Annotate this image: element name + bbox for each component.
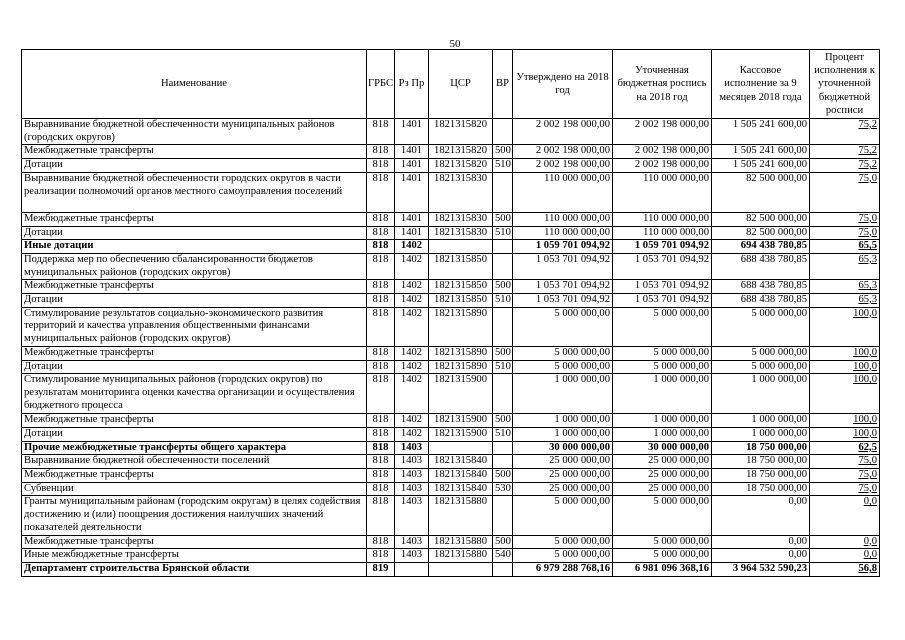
cell-rzpr: 1401 xyxy=(395,226,429,240)
cell-clarified: 5 000 000,00 xyxy=(613,346,712,360)
cell-cash: 18 750 000,00 xyxy=(712,455,810,469)
cell-csr: 1821315840 xyxy=(429,469,493,483)
cell-rzpr: 1403 xyxy=(395,469,429,483)
cell-rzpr: 1401 xyxy=(395,119,429,145)
cell-approved: 110 000 000,00 xyxy=(513,212,613,226)
cell-csr: 1821315890 xyxy=(429,307,493,346)
cell-approved: 1 053 701 094,92 xyxy=(513,253,613,279)
cell-cash: 688 438 780,85 xyxy=(712,294,810,308)
cell-approved: 5 000 000,00 xyxy=(513,360,613,374)
header-clarified: Уточненная бюджетная роспись на 2018 год xyxy=(613,50,712,119)
cell-rzpr: 1403 xyxy=(395,496,429,535)
cell-csr: 1821315900 xyxy=(429,374,493,414)
cell-clarified: 110 000 000,00 xyxy=(613,212,712,226)
header-name: Наименование xyxy=(22,50,367,119)
cell-rzpr: 1402 xyxy=(395,253,429,279)
cell-vr xyxy=(493,496,513,535)
cell-clarified: 5 000 000,00 xyxy=(613,535,712,549)
cell-rzpr: 1402 xyxy=(395,307,429,346)
cell-approved: 25 000 000,00 xyxy=(513,482,613,496)
cell-clarified: 5 000 000,00 xyxy=(613,307,712,346)
cell-cash: 5 000 000,00 xyxy=(712,360,810,374)
cell-name: Межбюджетные трансферты xyxy=(22,346,367,360)
table-row xyxy=(22,145,880,159)
cell-percent: 100,0 xyxy=(810,414,880,428)
cell-percent: 65,3 xyxy=(810,253,880,279)
cell-clarified: 6 981 096 368,16 xyxy=(613,562,712,576)
cell-clarified: 1 000 000,00 xyxy=(613,427,712,441)
cell-approved: 1 053 701 094,92 xyxy=(513,280,613,294)
cell-percent: 75,2 xyxy=(810,159,880,173)
cell-percent: 100,0 xyxy=(810,427,880,441)
cell-approved: 6 979 288 768,16 xyxy=(513,562,613,576)
header-cash: Кассовое исполнение за 9 месяцев 2018 года xyxy=(712,50,810,119)
header-approved: Утверждено на 2018 год xyxy=(513,50,613,119)
cell-name: Дотации xyxy=(22,294,367,308)
header-percent: Процент исполнения к уточненной бюджетной росписи xyxy=(810,50,880,119)
cell-name: Межбюджетные трансферты xyxy=(22,212,367,226)
budget-table xyxy=(21,49,880,577)
cell-vr: 540 xyxy=(493,549,513,563)
table-body xyxy=(22,119,880,577)
cell-cash: 82 500 000,00 xyxy=(712,212,810,226)
cell-vr xyxy=(493,307,513,346)
cell-csr: 1821315830 xyxy=(429,212,493,226)
cell-cash: 0,00 xyxy=(712,535,810,549)
cell-clarified: 2 002 198 000,00 xyxy=(613,145,712,159)
cell-name: Выравнивание бюджетной обеспеченности поселений xyxy=(22,455,367,469)
table-row xyxy=(22,469,880,483)
cell-csr: 1821315840 xyxy=(429,455,493,469)
cell-vr: 510 xyxy=(493,226,513,240)
cell-name: Стимулирование муниципальных районов (городских округов) по результатам мониторинга оценки качества организации и осуществления бюджетного процесса xyxy=(22,374,367,414)
table-row xyxy=(22,562,880,576)
cell-vr: 510 xyxy=(493,159,513,173)
cell-approved: 30 000 000,00 xyxy=(513,441,613,455)
cell-rzpr: 1402 xyxy=(395,294,429,308)
cell-percent: 65,5 xyxy=(810,240,880,254)
cell-name: Межбюджетные трансферты xyxy=(22,469,367,483)
cell-name: Департамент строительства Брянской области xyxy=(22,562,367,576)
cell-name: Межбюджетные трансферты xyxy=(22,414,367,428)
cell-csr: 1821315820 xyxy=(429,159,493,173)
cell-approved: 5 000 000,00 xyxy=(513,496,613,535)
cell-cash: 1 505 241 600,00 xyxy=(712,159,810,173)
cell-clarified: 5 000 000,00 xyxy=(613,549,712,563)
cell-csr: 1821315900 xyxy=(429,414,493,428)
cell-percent: 0,0 xyxy=(810,535,880,549)
cell-approved: 2 002 198 000,00 xyxy=(513,119,613,145)
cell-cash: 18 750 000,00 xyxy=(712,482,810,496)
cell-clarified: 30 000 000,00 xyxy=(613,441,712,455)
cell-percent: 75,0 xyxy=(810,469,880,483)
table-row xyxy=(22,240,880,254)
cell-cash: 0,00 xyxy=(712,549,810,563)
cell-percent: 75,2 xyxy=(810,145,880,159)
table-row xyxy=(22,280,880,294)
cell-approved: 5 000 000,00 xyxy=(513,535,613,549)
page-number: 50 xyxy=(449,38,461,50)
cell-rzpr: 1402 xyxy=(395,414,429,428)
cell-vr: 500 xyxy=(493,145,513,159)
cell-csr xyxy=(429,240,493,254)
cell-percent: 75,2 xyxy=(810,119,880,145)
cell-vr: 530 xyxy=(493,482,513,496)
cell-rzpr: 1401 xyxy=(395,172,429,212)
header-vr: ВР xyxy=(493,50,513,119)
table-row xyxy=(22,294,880,308)
cell-name: Иные межбюджетные трансферты xyxy=(22,549,367,563)
cell-cash: 1 505 241 600,00 xyxy=(712,119,810,145)
cell-name: Выравнивание бюджетной обеспеченности городских округов в части реализации полномочий органов местного самоуправления поселений xyxy=(22,172,367,212)
cell-grbs: 818 xyxy=(367,469,395,483)
cell-name: Выравнивание бюджетной обеспеченности муниципальных районов (городских округов) xyxy=(22,119,367,145)
table-row xyxy=(22,374,880,414)
cell-approved: 1 053 701 094,92 xyxy=(513,294,613,308)
table-row xyxy=(22,226,880,240)
cell-cash: 688 438 780,85 xyxy=(712,253,810,279)
cell-grbs: 818 xyxy=(367,482,395,496)
cell-vr xyxy=(493,441,513,455)
cell-csr: 1821315880 xyxy=(429,496,493,535)
cell-grbs: 819 xyxy=(367,562,395,576)
cell-rzpr: 1401 xyxy=(395,212,429,226)
table-row xyxy=(22,253,880,279)
cell-grbs: 818 xyxy=(367,549,395,563)
cell-percent: 0,0 xyxy=(810,496,880,535)
cell-rzpr: 1401 xyxy=(395,145,429,159)
cell-cash: 1 000 000,00 xyxy=(712,374,810,414)
cell-cash: 0,00 xyxy=(712,496,810,535)
cell-grbs: 818 xyxy=(367,360,395,374)
cell-approved: 2 002 198 000,00 xyxy=(513,145,613,159)
table-row xyxy=(22,360,880,374)
cell-grbs: 818 xyxy=(367,427,395,441)
cell-percent: 0,0 xyxy=(810,549,880,563)
cell-csr: 1821315880 xyxy=(429,535,493,549)
cell-csr xyxy=(429,441,493,455)
cell-rzpr: 1401 xyxy=(395,159,429,173)
cell-vr xyxy=(493,562,513,576)
cell-rzpr xyxy=(395,562,429,576)
cell-cash: 82 500 000,00 xyxy=(712,172,810,212)
cell-percent: 75,0 xyxy=(810,212,880,226)
cell-cash: 18 750 000,00 xyxy=(712,469,810,483)
cell-percent: 62,5 xyxy=(810,441,880,455)
cell-csr: 1821315820 xyxy=(429,119,493,145)
cell-rzpr: 1402 xyxy=(395,427,429,441)
cell-name: Дотации xyxy=(22,360,367,374)
cell-clarified: 25 000 000,00 xyxy=(613,455,712,469)
cell-csr: 1821315850 xyxy=(429,294,493,308)
cell-vr: 500 xyxy=(493,212,513,226)
cell-csr: 1821315820 xyxy=(429,145,493,159)
table-row xyxy=(22,427,880,441)
table-row xyxy=(22,455,880,469)
table-row xyxy=(22,535,880,549)
cell-grbs: 818 xyxy=(367,240,395,254)
cell-approved: 110 000 000,00 xyxy=(513,172,613,212)
cell-percent: 65,3 xyxy=(810,294,880,308)
cell-rzpr: 1402 xyxy=(395,374,429,414)
cell-vr: 510 xyxy=(493,294,513,308)
cell-rzpr: 1402 xyxy=(395,360,429,374)
table-row xyxy=(22,549,880,563)
table-row xyxy=(22,159,880,173)
header-rzpr: Рз Пр xyxy=(395,50,429,119)
cell-cash: 3 964 532 590,23 xyxy=(712,562,810,576)
cell-percent: 100,0 xyxy=(810,346,880,360)
table-row xyxy=(22,496,880,535)
cell-cash: 18 750 000,00 xyxy=(712,441,810,455)
cell-vr: 510 xyxy=(493,360,513,374)
cell-cash: 1 000 000,00 xyxy=(712,427,810,441)
table-row xyxy=(22,119,880,145)
table-row xyxy=(22,172,880,212)
cell-percent: 56,8 xyxy=(810,562,880,576)
table-row xyxy=(22,482,880,496)
cell-clarified: 2 002 198 000,00 xyxy=(613,119,712,145)
cell-vr: 500 xyxy=(493,469,513,483)
cell-name: Субвенции xyxy=(22,482,367,496)
table-row xyxy=(22,441,880,455)
cell-approved: 1 059 701 094,92 xyxy=(513,240,613,254)
cell-name: Межбюджетные трансферты xyxy=(22,280,367,294)
cell-grbs: 818 xyxy=(367,212,395,226)
cell-clarified: 1 053 701 094,92 xyxy=(613,253,712,279)
cell-clarified: 1 000 000,00 xyxy=(613,414,712,428)
cell-rzpr: 1403 xyxy=(395,535,429,549)
cell-grbs: 818 xyxy=(367,253,395,279)
cell-clarified: 2 002 198 000,00 xyxy=(613,159,712,173)
cell-name: Иные дотации xyxy=(22,240,367,254)
cell-percent: 100,0 xyxy=(810,307,880,346)
cell-csr: 1821315850 xyxy=(429,280,493,294)
table-row xyxy=(22,212,880,226)
cell-percent: 100,0 xyxy=(810,374,880,414)
cell-clarified: 1 053 701 094,92 xyxy=(613,294,712,308)
cell-grbs: 818 xyxy=(367,145,395,159)
cell-grbs: 818 xyxy=(367,455,395,469)
cell-rzpr: 1402 xyxy=(395,346,429,360)
cell-grbs: 818 xyxy=(367,119,395,145)
cell-grbs: 818 xyxy=(367,535,395,549)
cell-name: Прочие межбюджетные трансферты общего характера xyxy=(22,441,367,455)
cell-cash: 5 000 000,00 xyxy=(712,346,810,360)
cell-vr xyxy=(493,253,513,279)
cell-grbs: 818 xyxy=(367,294,395,308)
cell-approved: 5 000 000,00 xyxy=(513,549,613,563)
cell-name: Гранты муниципальным районам (городским округам) в целях содействия достижению и (или) поощрения достижения наилучших значений показателей деятельности xyxy=(22,496,367,535)
cell-name: Дотации xyxy=(22,159,367,173)
cell-approved: 110 000 000,00 xyxy=(513,226,613,240)
cell-rzpr: 1403 xyxy=(395,455,429,469)
cell-vr: 510 xyxy=(493,427,513,441)
table-row xyxy=(22,307,880,346)
cell-grbs: 818 xyxy=(367,159,395,173)
table-row xyxy=(22,414,880,428)
cell-approved: 25 000 000,00 xyxy=(513,469,613,483)
cell-clarified: 110 000 000,00 xyxy=(613,226,712,240)
cell-rzpr: 1403 xyxy=(395,549,429,563)
table-header-row xyxy=(22,50,880,119)
cell-name: Межбюджетные трансферты xyxy=(22,535,367,549)
cell-grbs: 818 xyxy=(367,496,395,535)
cell-approved: 1 000 000,00 xyxy=(513,374,613,414)
cell-vr: 500 xyxy=(493,535,513,549)
cell-vr xyxy=(493,172,513,212)
cell-clarified: 25 000 000,00 xyxy=(613,469,712,483)
cell-cash: 694 438 780,85 xyxy=(712,240,810,254)
cell-percent: 75,0 xyxy=(810,482,880,496)
cell-clarified: 1 053 701 094,92 xyxy=(613,280,712,294)
cell-clarified: 110 000 000,00 xyxy=(613,172,712,212)
cell-name: Стимулирование результатов социально-экономического развития территорий и качества управления общественными финансами муниципальных районов (городских округов) xyxy=(22,307,367,346)
cell-percent: 75,0 xyxy=(810,455,880,469)
cell-vr xyxy=(493,240,513,254)
cell-rzpr: 1403 xyxy=(395,441,429,455)
header-csr: ЦСР xyxy=(429,50,493,119)
cell-csr: 1821315840 xyxy=(429,482,493,496)
cell-clarified: 1 059 701 094,92 xyxy=(613,240,712,254)
cell-approved: 5 000 000,00 xyxy=(513,346,613,360)
cell-percent: 75,0 xyxy=(810,172,880,212)
cell-grbs: 818 xyxy=(367,346,395,360)
cell-rzpr: 1402 xyxy=(395,240,429,254)
cell-vr: 500 xyxy=(493,414,513,428)
cell-percent: 75,0 xyxy=(810,226,880,240)
cell-csr: 1821315900 xyxy=(429,427,493,441)
cell-approved: 1 000 000,00 xyxy=(513,427,613,441)
cell-cash: 1 000 000,00 xyxy=(712,414,810,428)
cell-grbs: 818 xyxy=(367,414,395,428)
cell-grbs: 818 xyxy=(367,280,395,294)
cell-cash: 688 438 780,85 xyxy=(712,280,810,294)
cell-csr: 1821315850 xyxy=(429,253,493,279)
cell-grbs: 818 xyxy=(367,226,395,240)
cell-clarified: 25 000 000,00 xyxy=(613,482,712,496)
cell-grbs: 818 xyxy=(367,441,395,455)
cell-name: Дотации xyxy=(22,226,367,240)
cell-clarified: 1 000 000,00 xyxy=(613,374,712,414)
cell-percent: 65,3 xyxy=(810,280,880,294)
cell-vr: 500 xyxy=(493,346,513,360)
cell-approved: 25 000 000,00 xyxy=(513,455,613,469)
cell-csr: 1821315890 xyxy=(429,360,493,374)
cell-cash: 1 505 241 600,00 xyxy=(712,145,810,159)
cell-vr: 500 xyxy=(493,280,513,294)
cell-cash: 5 000 000,00 xyxy=(712,307,810,346)
cell-grbs: 818 xyxy=(367,172,395,212)
cell-percent: 100,0 xyxy=(810,360,880,374)
cell-vr xyxy=(493,374,513,414)
cell-csr: 1821315890 xyxy=(429,346,493,360)
cell-name: Дотации xyxy=(22,427,367,441)
cell-grbs: 818 xyxy=(367,307,395,346)
header-grbs: ГРБС xyxy=(367,50,395,119)
cell-approved: 2 002 198 000,00 xyxy=(513,159,613,173)
cell-cash: 82 500 000,00 xyxy=(712,226,810,240)
cell-csr: 1821315880 xyxy=(429,549,493,563)
cell-clarified: 5 000 000,00 xyxy=(613,496,712,535)
cell-name: Поддержка мер по обеспечению сбалансированности бюджетов муниципальных районов (городских округов) xyxy=(22,253,367,279)
cell-grbs: 818 xyxy=(367,374,395,414)
cell-vr xyxy=(493,455,513,469)
cell-rzpr: 1402 xyxy=(395,280,429,294)
cell-csr xyxy=(429,562,493,576)
cell-csr: 1821315830 xyxy=(429,226,493,240)
cell-name: Межбюджетные трансферты xyxy=(22,145,367,159)
cell-rzpr: 1403 xyxy=(395,482,429,496)
cell-clarified: 5 000 000,00 xyxy=(613,360,712,374)
cell-csr: 1821315830 xyxy=(429,172,493,212)
table-row xyxy=(22,346,880,360)
cell-approved: 5 000 000,00 xyxy=(513,307,613,346)
cell-vr xyxy=(493,119,513,145)
cell-approved: 1 000 000,00 xyxy=(513,414,613,428)
